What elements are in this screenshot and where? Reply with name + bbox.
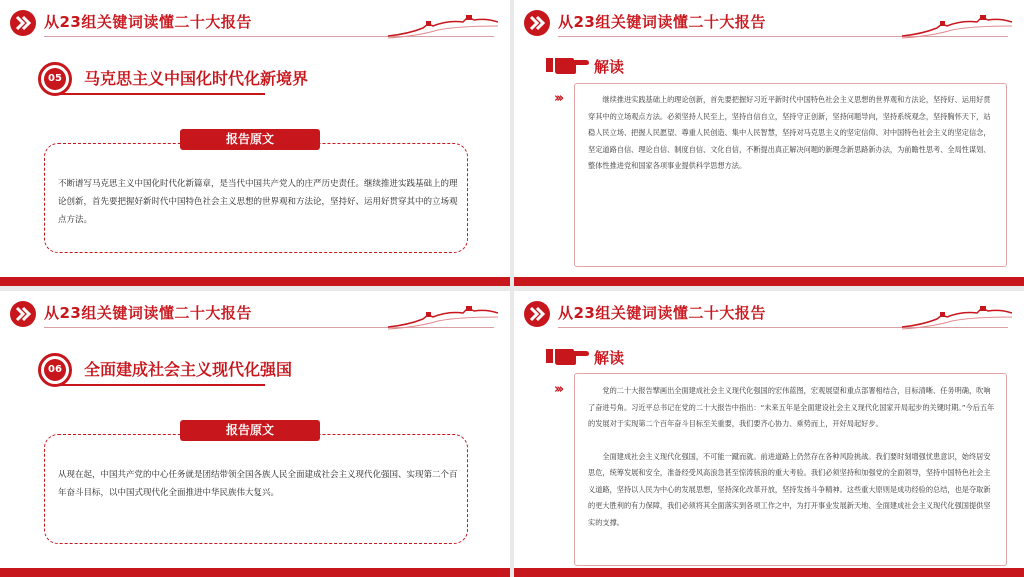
interpretation-text (588, 92, 996, 175)
interpretation-text (588, 383, 996, 531)
interpretation-label: 解读 (594, 349, 625, 367)
chevron-bullet-icon: ››› (554, 91, 562, 106)
section-number-badge (38, 62, 72, 96)
slide-05-original (0, 0, 510, 286)
section-number: 06 (44, 359, 66, 381)
chevron-bullet-icon: ››› (554, 382, 562, 397)
double-chevron-icon (10, 10, 36, 36)
report-tag: 报告原文 (180, 129, 320, 150)
paragraph: 党的二十大报告擘画出全面建成社会主义现代化强国的宏伟蓝图，宏观展望和重点部署相结合，目标清晰、任务明确，吹响了奋进号角。习近平总书记在党的二十大报告中指出：“未来五年是全面建设社会主义现代化国家开局起步的关键时期。”今后五年的发展对于实现第二个百年奋斗目标至关重要，我们要齐心协力、乘势而上，开好局起好步。 (588, 386, 995, 428)
slide-06-interpretation (514, 291, 1024, 577)
bottom-bar (0, 277, 510, 286)
great-wall-icon (388, 12, 498, 40)
double-chevron-icon (10, 301, 36, 327)
slide-06-original (0, 291, 510, 577)
pointing-hand-icon (546, 345, 590, 367)
paragraph: 全面建成社会主义现代化强国，不可能一蹴而就。前进道路上仍然存在各种风险挑战。我们要时刻增强忧患意识，始终居安思危，统筹发展和安全，准备经受风高浪急甚至惊涛骇浪的重大考验。我们必须坚持和加强党的全面领导，坚持中国特色社会主义道路，坚持以人民为中心的发展思想，坚持深化改革开放，坚持发扬斗争精神。这些重大原则是成功经验的总结，也是夺取新的更大胜利的有力保障，我们必须将其全面落实到各项工作之中，为打开事业发展新天地、全面建成社会主义现代化强国提供坚实的支撑。 (588, 451, 991, 527)
double-chevron-icon (524, 10, 550, 36)
great-wall-icon (902, 303, 1012, 331)
bottom-bar (0, 568, 510, 577)
report-text: 从现在起，中国共产党的中心任务就是团结带领全国各族人民全面建成社会主义现代化强国、实现第二个百年奋斗目标，以中国式现代化全面推进中华民族伟大复兴。 (58, 470, 458, 498)
paragraph: 继续推进实践基础上的理论创新，首先要把握好习近平新时代中国特色社会主义思想的世界观和方法论，坚持好、运用好贯穿其中的立场观点方法。必须坚持人民至上，坚持自信自立，坚持守正创新，坚持问题导向，坚持系统观念，坚持胸怀天下，站稳人民立场、把握人民愿望、尊重人民创造、集中人民智慧，坚持对马克思主义的坚定信仰、对中国特色社会主义的坚定信念，坚定道路自信、理论自信、制度自信、文化自信，不断提出真正解决问题的新理念新思路新办法，为前瞻性思考、全局性谋划、整体性推进党和国家各项事业提供科学思想方法。 (588, 95, 991, 170)
slide-header (514, 291, 1024, 335)
section-underline (60, 93, 265, 95)
slide-title: 从23组关键词读懂二十大报告 (44, 13, 252, 31)
bottom-bar (514, 568, 1024, 577)
section-title: 马克思主义中国化时代化新境界 (84, 69, 309, 88)
great-wall-icon (388, 303, 498, 331)
bottom-bar (514, 277, 1024, 286)
section-title: 全面建成社会主义现代化强国 (84, 360, 293, 379)
slide-title: 从23组关键词读懂二十大报告 (558, 304, 766, 322)
slide-header (0, 0, 510, 44)
report-tag: 报告原文 (180, 420, 320, 441)
slide-title: 从23组关键词读懂二十大报告 (558, 13, 766, 31)
slide-header (0, 291, 510, 335)
pointing-hand-icon (546, 54, 590, 76)
interpretation-label: 解读 (594, 58, 625, 76)
section-number-badge (38, 353, 72, 387)
slide-header (514, 0, 1024, 44)
great-wall-icon (902, 12, 1012, 40)
section-number: 05 (44, 68, 66, 90)
double-chevron-icon (524, 301, 550, 327)
slide-05-interpretation (514, 0, 1024, 286)
slide-title: 从23组关键词读懂二十大报告 (44, 304, 252, 322)
section-underline (60, 384, 265, 386)
report-text: 不断谱写马克思主义中国化时代化新篇章，是当代中国共产党人的庄严历史责任。继续推进实践基础上的理论创新，首先要把握好新时代中国特色社会主义思想的世界观和方法论，坚持好、运用好贯穿其中的立场观点方法。 (58, 179, 458, 225)
